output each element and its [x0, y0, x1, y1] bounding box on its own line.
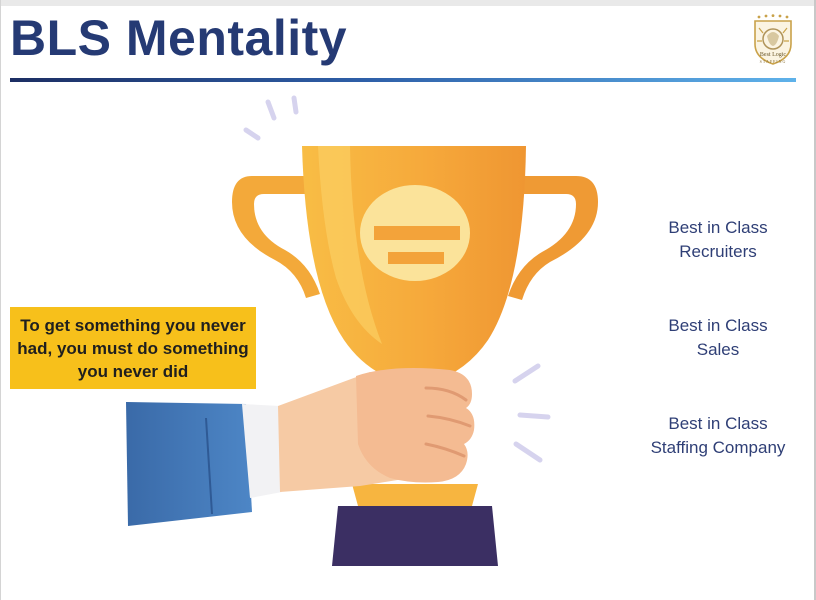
trophy-base [332, 506, 498, 566]
best-in-class-sales [636, 314, 800, 362]
best-item-label: Staffing Company [650, 438, 786, 457]
logo-name: Best Logic [759, 52, 787, 58]
best-item-heading: Best in Class [668, 316, 768, 335]
quote-text: To get something you never had, you must do something you never did [17, 315, 249, 381]
best-item-heading: Best in Class [668, 218, 768, 237]
slide-title: BLS Mentality [10, 10, 348, 66]
logo-subtitle: STAFFING [759, 59, 787, 64]
sparkle-lines-right [515, 366, 548, 460]
best-in-class-staffing-company [636, 412, 800, 460]
best-item-label: Sales [696, 340, 740, 359]
hand-fist [356, 368, 474, 483]
best-in-class-recruiters [636, 216, 800, 264]
top-bar [0, 0, 816, 6]
title-underline [10, 78, 796, 82]
best-item-label: Recruiters [679, 242, 757, 261]
sparkle-lines-top [246, 98, 296, 138]
arm-sleeve [126, 402, 252, 526]
quote-box [10, 307, 256, 389]
frame-left-edge [0, 0, 1, 600]
best-item-heading: Best in Class [668, 414, 768, 433]
